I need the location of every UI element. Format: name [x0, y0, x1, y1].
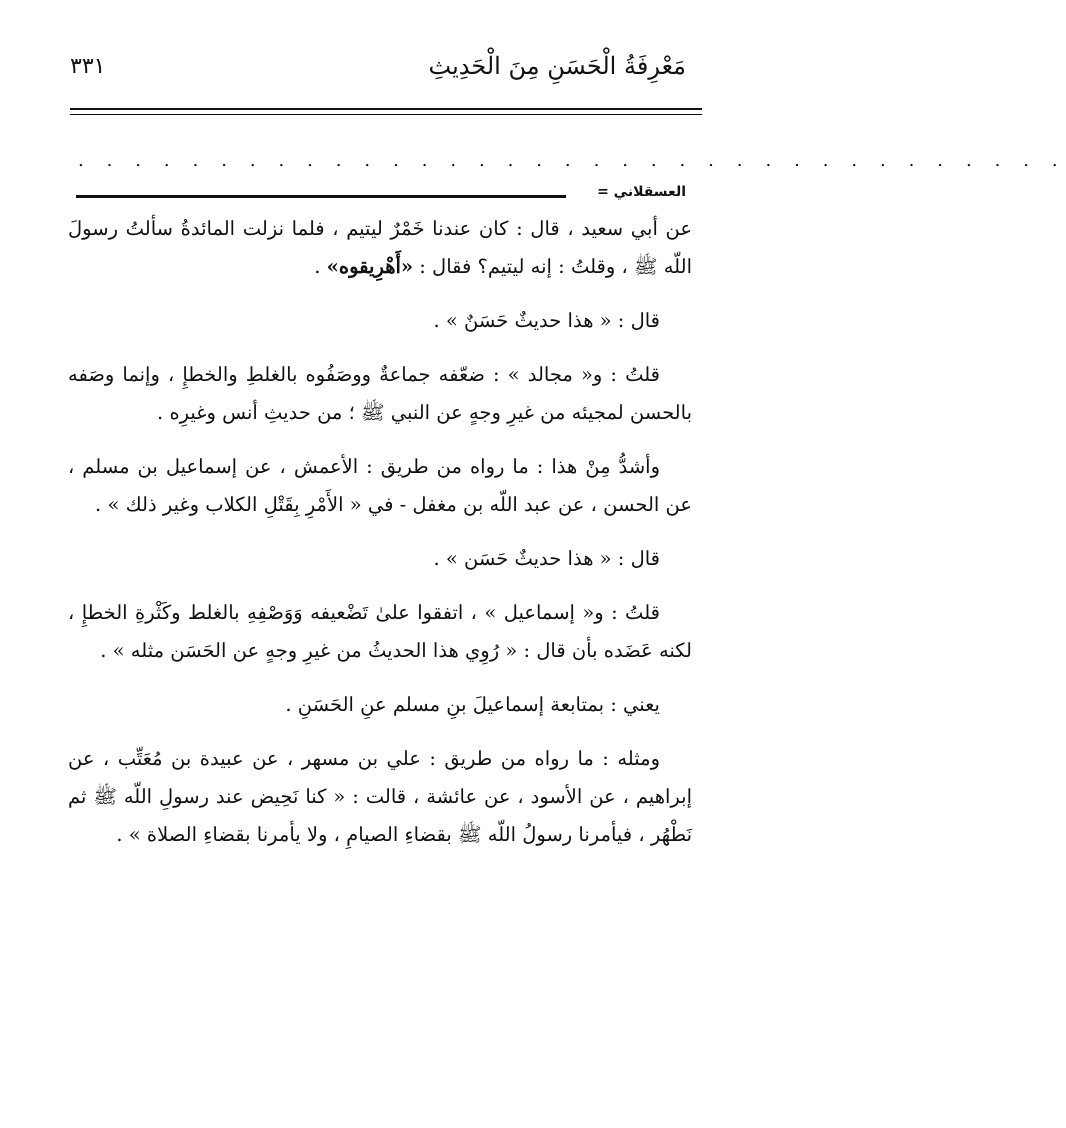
- paragraph-1-text: عن أبي سعيد ، قال : كان عندنا خَمْرٌ ليتيم ، فلما نزلت المائدةُ سألتُ رسولَ اللّه ﷺ ، وقلتُ : إنه ليتيم؟ فقال :: [68, 217, 692, 278]
- body-text: [68, 210, 692, 854]
- paragraph-7-text: يعني : بمتابعة إسماعيلَ بنِ مسلم عنِ الحَسَنِ .: [285, 693, 660, 716]
- paragraph-2: [68, 302, 692, 340]
- dotted-separator: . . . . . . . . . . . . . . . . . . . . . . . . . . . . . . . . . . .: [78, 150, 1066, 171]
- author-rule: [76, 195, 566, 198]
- paragraph-7: [68, 686, 692, 724]
- paragraph-2-text: قال : « هذا حديثٌ حَسَنٌ » .: [433, 309, 660, 332]
- page-number: ٣٣١: [70, 54, 106, 79]
- paragraph-1: [68, 210, 692, 286]
- author-label: العسقلاني =: [597, 184, 686, 200]
- paragraph-1-end: .: [314, 255, 327, 278]
- paragraph-6-text: قلتُ : و« إسماعيل » ، اتفقوا علىٰ تَضْعيفه وَوَصْفِهِ بالغلط وكَثْرةِ الخطإِ ، لكنه عَضَده بأن قال : « رُوِي هذا الحديثُ من غيرِ وجهٍ عن الحَسَن مثله » .: [68, 601, 692, 662]
- paragraph-8: [68, 740, 692, 854]
- header-rule-thick: [70, 108, 702, 110]
- author-line: [68, 184, 686, 208]
- paragraph-5-text: قال : « هذا حديثٌ حَسَن » .: [433, 547, 660, 570]
- paragraph-3: [68, 356, 692, 432]
- paragraph-1-quote: «أَهْرِيقوه»: [326, 255, 414, 278]
- paragraph-6: [68, 594, 692, 670]
- paragraph-5: [68, 540, 692, 578]
- header-rule-thin: [70, 114, 702, 115]
- paragraph-8-text: ومثله : ما رواه من طريق : علي بن مسهر ، عن عبيدة بن مُعَتِّب ، عن إبراهيم ، عن الأسود ، عن عائشة ، قالت : « كنا نَحِيض عند رسولِ اللّه ﷺ ثم نَطْهُر ، فيأمرنا رسولُ اللّه ﷺ بقضاءِ الصيامِ ، ولا يأمرنا بقضاءِ الصلاة » .: [68, 747, 692, 846]
- running-title: مَعْرِفَةُ الْحَسَنِ مِنَ الْحَدِيثِ: [428, 52, 686, 80]
- paragraph-4: [68, 448, 692, 524]
- paragraph-4-text: وأشدُّ مِنْ هذا : ما رواه من طريق : الأعمش ، عن إسماعيل بن مسلم ، عن الحسن ، عن عبد اللّه بن مغفل - في « الأَمْرِ بِقَتْلِ الكلاب وغير ذلك » .: [68, 455, 692, 516]
- paragraph-3-text: قلتُ : و« مجالد » : ضعّفه جماعةٌ ووصَفُوه بالغلطِ والخطإِ ، وإنما وصَفه بالحسن لمجيئه من غيرِ وجهٍ عن النبي ﷺ ؛ من حديثِ أنس وغيرِه .: [68, 363, 692, 424]
